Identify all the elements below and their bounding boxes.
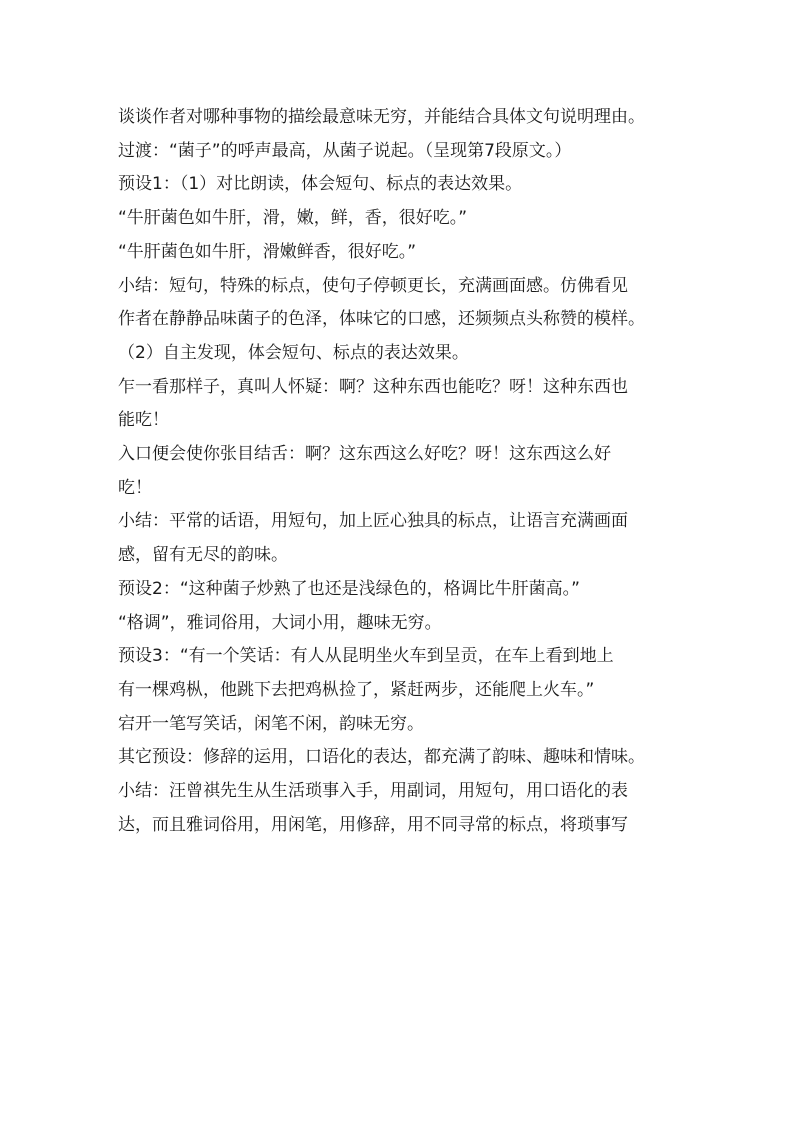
text-line: 吃！ [118, 477, 152, 498]
text-line: 预设1：（1）对比朗读，体会短句、标点的表达效果。 [118, 174, 523, 195]
text-line: 其它预设：修辞的运用，口语化的表达，都充满了韵味、趣味和情味。 [118, 747, 645, 768]
document-body [118, 101, 690, 842]
text-line: “牛肝菌色如牛肝，滑嫩鲜香，很好吃。” [118, 241, 417, 262]
text-line: 达，而且雅词俗用，用闲笔，用修辞，用不同寻常的标点，将琐事写 [118, 814, 628, 835]
text-line: 感，留有无尽的韵味。 [118, 545, 288, 566]
text-line: “格调”，雅词俗用，大词小用，趣味无穷。 [118, 612, 442, 633]
text-line: 小结：汪曾祺先生从生活琐事入手，用副词，用短句，用口语化的表 [118, 781, 628, 802]
text-line: 有一棵鸡枞，他跳下去把鸡枞捡了，紧赶两步，还能爬上火车。” [118, 679, 595, 700]
text-line: 预设2：“这种菌子炒熟了也还是浅绿色的，格调比牛肝菌高。” [118, 578, 580, 599]
text-line: 小结：短句，特殊的标点，使句子停顿更长，充满画面感。仿佛看见 [118, 275, 628, 296]
text-line: （2）自主发现，体会短句、标点的表达效果。 [118, 342, 469, 363]
text-line: 乍一看那样子，真叫人怀疑：啊？这种东西也能吃？呀！这种东西也 [118, 376, 628, 397]
text-line: 谈谈作者对哪种事物的描绘最意味无穷，并能结合具体文句说明理由。 [118, 107, 645, 127]
text-line: 小结：平常的话语，用短句，加上匠心独具的标点，让语言充满画面 [118, 511, 628, 532]
text-line: “牛肝菌色如牛肝，滑，嫩，鲜，香，很好吃。” [118, 208, 468, 229]
text-line: 入口便会使你张目结舌：啊？这东西这么好吃？呀！这东西这么好 [118, 444, 611, 465]
text-line: 过渡：“菌子”的呼声最高，从菌子说起。（呈现第7段原文。） [118, 140, 572, 161]
text-line: 能吃！ [118, 410, 169, 431]
text-line: 宕开一笔写笑话，闲笔不闲，韵味无穷。 [118, 713, 424, 734]
text-line: 作者在静静品味菌子的色泽，体味它的口感，还频频点头称赞的模样。 [118, 309, 645, 330]
text-line: 预设3：“有一个笑话：有人从昆明坐火车到呈贡，在车上看到地上 [118, 646, 614, 667]
